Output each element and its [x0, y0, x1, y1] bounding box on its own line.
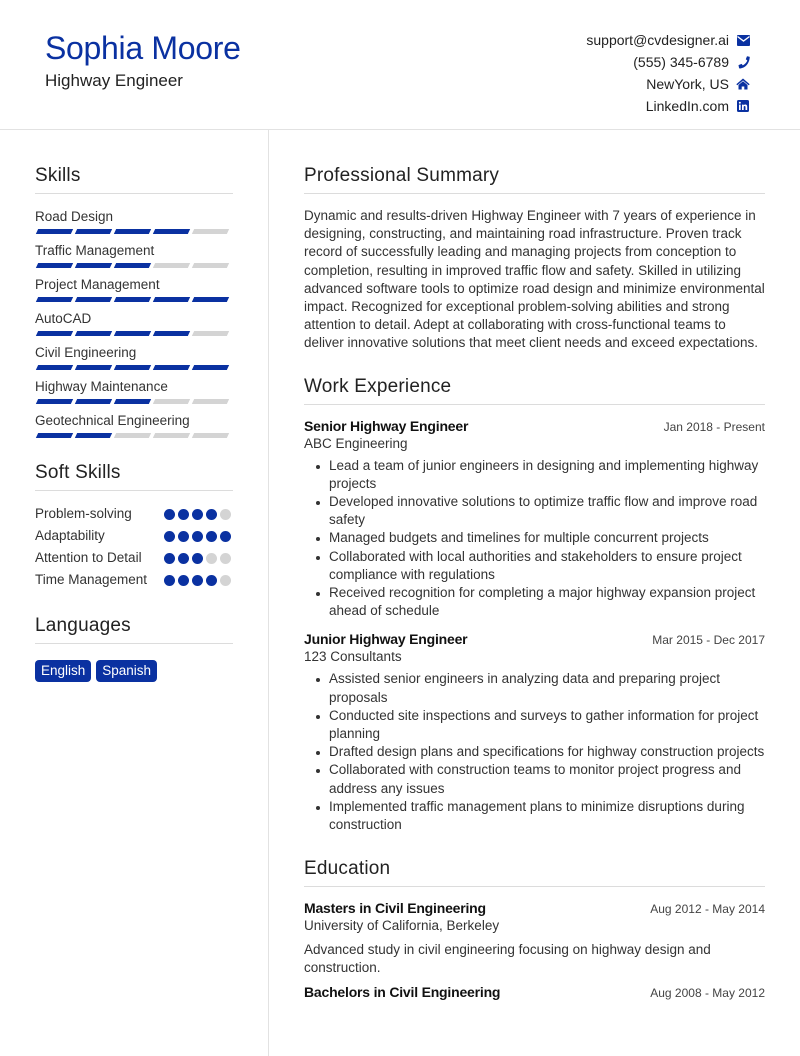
job-bullet: Collaborated with local authorities and stakeholders to ensure project compliance with regulations: [304, 548, 765, 584]
sidebar: [35, 130, 233, 682]
rating-dot: [206, 553, 217, 564]
skill-level-segment: [114, 263, 151, 268]
job-entry: [304, 631, 765, 834]
rating-dot: [192, 575, 203, 586]
rating-dot: [206, 531, 217, 542]
education-header: [304, 984, 765, 1000]
job-bullet: Managed budgets and timelines for multiple concurrent projects: [304, 529, 765, 547]
rating-dot: [192, 509, 203, 520]
language-badge: English: [35, 660, 91, 682]
language-badge: Spanish: [96, 660, 157, 682]
skill-level-segment: [75, 297, 112, 302]
rating-dot: [192, 531, 203, 542]
skill-level-bar: [35, 263, 233, 268]
skill-level-segment: [192, 297, 229, 302]
skill-level-segment: [192, 399, 229, 404]
skill-level-segment: [36, 399, 73, 404]
skill-level-segment: [36, 297, 73, 302]
work-experience-list: [304, 418, 765, 835]
section-divider: [304, 886, 765, 887]
skills-heading: Skills: [35, 165, 81, 186]
job-date: Mar 2015 - Dec 2017: [652, 633, 765, 648]
skill-level-segment: [192, 433, 229, 438]
column-divider: [268, 130, 269, 1056]
rating-dot: [164, 531, 175, 542]
skill-level-segment: [153, 433, 190, 438]
skill-level-segment: [114, 229, 151, 234]
section-divider: [304, 193, 765, 194]
languages-list: [35, 660, 233, 682]
rating-dot: [220, 553, 231, 564]
phone-icon: [735, 56, 751, 69]
linkedin-icon: [735, 100, 751, 112]
job-bullet: Developed innovative solutions to optimize traffic flow and improve road safety: [304, 493, 765, 529]
contact-linkedin-text: LinkedIn.com: [645, 98, 729, 114]
job-bullet: Received recognition for completing a major highway expansion project ahead of schedule: [304, 584, 765, 620]
rating-dot: [220, 509, 231, 520]
job-role: Senior Highway Engineer: [304, 417, 469, 434]
skill-level-bar: [35, 297, 233, 302]
section-divider: [35, 643, 233, 644]
skill-level-segment: [114, 365, 151, 370]
skill-item: [35, 343, 233, 370]
job-company: 123 Consultants: [304, 649, 402, 665]
contact-info: [586, 29, 751, 117]
contact-email-text: support@cvdesigner.ai: [586, 32, 729, 48]
soft-skill-name: Time Management: [35, 572, 148, 587]
summary-text: Dynamic and results-driven Highway Engineer with 7 years of experience in designing, constructing, and maintaining road infrastructure. Proven track record of successfully leading and managing projects from conception to completion, resulting in improved traffic flow and safety. Skilled in utilizing advanced software tools to optimize road design and minimize environmental impact. Recognized for exceptional problem-solving abilities and strong attention to detail. Adept at collaborating with cross-functional teams to deliver innovative solutions that meet client needs and exceed expectations.: [304, 208, 765, 351]
skill-level-bar: [35, 365, 233, 370]
skill-name: Road Design: [35, 209, 114, 224]
education-heading: Education: [304, 858, 391, 880]
job-bullet: Drafted design plans and specifications for highway construction projects: [304, 743, 765, 761]
education-list: [304, 900, 765, 999]
job-date: Jan 2018 - Present: [663, 419, 765, 434]
job-bullet: Lead a team of junior engineers in designing and implementing highway projects: [304, 457, 765, 493]
education-date: Aug 2008 - May 2012: [650, 985, 765, 1000]
skill-level-segment: [114, 433, 151, 438]
rating-dot: [178, 553, 189, 564]
soft-skills-heading: Soft Skills: [35, 462, 121, 483]
skill-level-segment: [75, 399, 112, 404]
skill-level-bar: [35, 331, 233, 336]
soft-skill-rating: [164, 549, 233, 564]
skill-level-segment: [114, 297, 151, 302]
degree: Masters in Civil Engineering: [304, 900, 486, 917]
home-icon: [735, 78, 751, 90]
soft-skill-name: Adaptability: [35, 528, 105, 543]
rating-dot: [164, 553, 175, 564]
soft-skill-name: Problem-solving: [35, 506, 132, 521]
envelope-icon: [735, 35, 751, 46]
education-description: Advanced study in civil engineering focusing on highway design and construction.: [304, 942, 711, 976]
rating-dot: [206, 575, 217, 586]
job-bullets: [304, 457, 765, 621]
skill-level-segment: [36, 433, 73, 438]
section-divider: [35, 490, 233, 491]
skill-item: [35, 241, 233, 268]
skill-level-segment: [75, 331, 112, 336]
skills-list: [35, 207, 233, 438]
rating-dot: [178, 531, 189, 542]
education-date: Aug 2012 - May 2014: [650, 902, 765, 917]
rating-dot: [192, 553, 203, 564]
skill-level-segment: [153, 399, 190, 404]
job-bullet: Assisted senior engineers in analyzing data and preparing project proposals: [304, 670, 765, 706]
rating-dot: [164, 575, 175, 586]
resume-header: [0, 0, 800, 130]
rating-dot: [206, 509, 217, 520]
skill-name: Civil Engineering: [35, 345, 137, 360]
soft-skill-item: [35, 549, 233, 567]
skill-item: [35, 275, 233, 302]
skill-item: [35, 309, 233, 336]
section-divider: [304, 404, 765, 405]
job-title: Highway Engineer: [45, 71, 183, 90]
skill-item: [35, 377, 233, 404]
skill-level-segment: [114, 331, 151, 336]
skill-level-segment: [192, 365, 229, 370]
job-role: Junior Highway Engineer: [304, 631, 468, 648]
contact-linkedin[interactable]: [586, 95, 751, 117]
skill-level-segment: [75, 365, 112, 370]
soft-skill-rating: [164, 527, 233, 542]
skill-name: AutoCAD: [35, 311, 92, 326]
degree: Bachelors in Civil Engineering: [304, 983, 501, 1000]
skill-level-segment: [192, 263, 229, 268]
skill-level-segment: [36, 263, 73, 268]
skill-name: Project Management: [35, 277, 160, 292]
skill-item: [35, 207, 233, 234]
contact-phone[interactable]: [586, 51, 751, 73]
job-bullet: Conducted site inspections and surveys to gather information for project planning: [304, 707, 765, 743]
contact-email[interactable]: [586, 29, 751, 51]
soft-skill-rating: [164, 505, 233, 520]
skill-level-segment: [153, 297, 190, 302]
skill-name: Highway Maintenance: [35, 379, 168, 394]
skill-level-bar: [35, 433, 233, 438]
school-name: University of California, Berkeley: [304, 918, 500, 934]
job-bullet: Collaborated with construction teams to monitor project progress and address any issues: [304, 761, 765, 797]
skill-level-segment: [192, 331, 229, 336]
skill-level-segment: [153, 331, 190, 336]
skill-level-bar: [35, 399, 233, 404]
skill-item: [35, 411, 233, 438]
job-header: [304, 418, 765, 434]
job-header: [304, 631, 765, 647]
skill-level-segment: [36, 331, 73, 336]
skill-level-segment: [75, 263, 112, 268]
skill-level-segment: [36, 365, 73, 370]
work-experience-heading: Work Experience: [304, 375, 452, 397]
section-divider: [35, 193, 233, 194]
skill-level-segment: [36, 229, 73, 234]
candidate-name: Sophia Moore: [45, 30, 241, 66]
contact-location: [586, 73, 751, 95]
rating-dot: [164, 509, 175, 520]
education-entry: [304, 900, 765, 977]
job-bullets: [304, 670, 765, 834]
rating-dot: [178, 575, 189, 586]
job-company: ABC Engineering: [304, 435, 408, 451]
education-header: [304, 900, 765, 916]
summary-heading: Professional Summary: [304, 165, 500, 186]
skill-level-segment: [153, 365, 190, 370]
soft-skill-name: Attention to Detail: [35, 550, 142, 565]
rating-dot: [220, 531, 231, 542]
skill-level-segment: [75, 433, 112, 438]
skill-level-segment: [114, 399, 151, 404]
skill-level-segment: [153, 263, 190, 268]
soft-skill-item: [35, 505, 233, 523]
soft-skill-rating: [164, 571, 233, 586]
rating-dot: [178, 509, 189, 520]
rating-dot: [220, 575, 231, 586]
soft-skill-item: [35, 571, 233, 589]
skill-level-segment: [192, 229, 229, 234]
main-content: [304, 130, 765, 1000]
soft-skills-list: [35, 505, 233, 589]
soft-skill-item: [35, 527, 233, 545]
skill-name: Traffic Management: [35, 243, 155, 258]
contact-location-text: NewYork, US: [646, 76, 729, 92]
skill-level-bar: [35, 229, 233, 234]
skill-name: Geotechnical Engineering: [35, 413, 190, 428]
job-bullet: Implemented traffic management plans to minimize disruptions during construction: [304, 798, 765, 834]
languages-heading: Languages: [35, 615, 131, 636]
contact-phone-text: (555) 345-6789: [633, 54, 729, 70]
skill-level-segment: [75, 229, 112, 234]
job-entry: [304, 418, 765, 621]
skill-level-segment: [153, 229, 190, 234]
education-entry: [304, 984, 765, 1000]
